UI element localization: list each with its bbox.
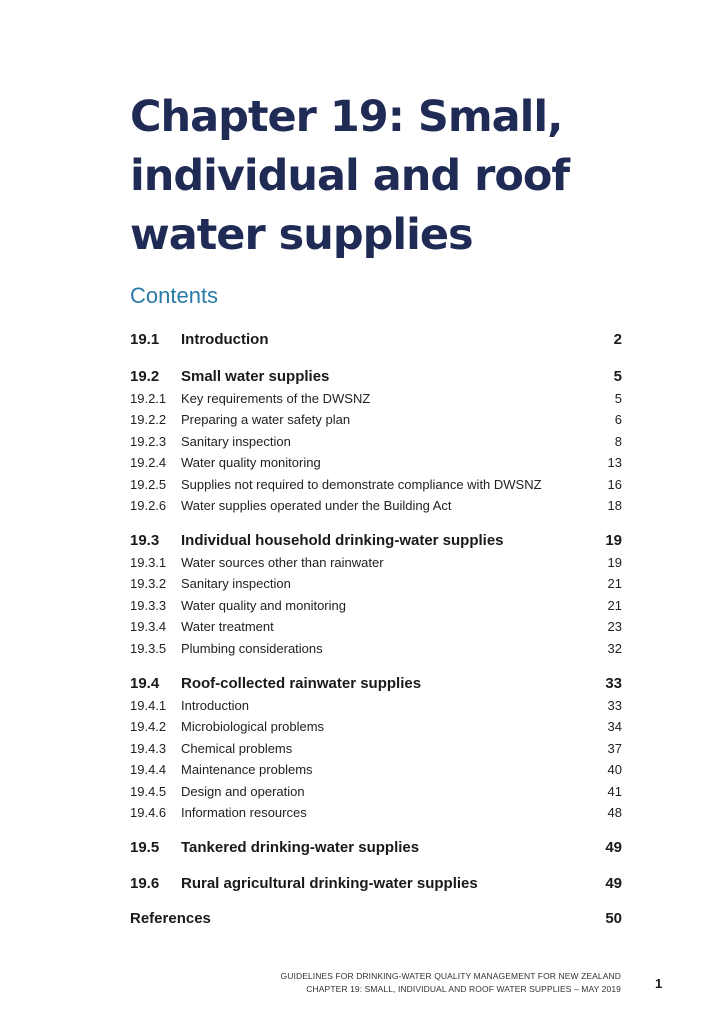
toc-entry-label: Design and operation <box>181 783 305 799</box>
toc-entry-page: 40 <box>607 761 622 777</box>
toc-entry-label: Water quality and monitoring <box>181 597 346 613</box>
toc-section-entry[interactable] <box>130 872 622 894</box>
toc-subsection-entry[interactable] <box>130 572 622 594</box>
toc-entry-label: Small water supplies <box>181 367 330 385</box>
toc-entry-number: 19.3.1 <box>130 554 167 570</box>
toc-subsection-entry[interactable] <box>130 615 622 637</box>
toc-entry-page: 19 <box>607 554 622 570</box>
chapter-title <box>130 88 650 265</box>
toc-entry-page: 2 <box>613 330 622 348</box>
toc-entry-number: 19.4.2 <box>130 718 167 734</box>
toc-entry-label: Information resources <box>181 804 307 820</box>
toc-entry-number: 19.6 <box>130 874 160 892</box>
toc-entry-number: 19.3.3 <box>130 597 167 613</box>
toc-section-entry[interactable] <box>130 836 622 858</box>
toc-section-entry[interactable] <box>130 672 622 694</box>
toc-entry-page: 50 <box>605 909 622 927</box>
toc-entry-label: Water sources other than rainwater <box>181 554 384 570</box>
toc-entry-label: Chemical problems <box>181 740 293 756</box>
toc-entry-page: 21 <box>607 597 622 613</box>
toc-entry-page: 5 <box>614 390 622 406</box>
toc-entry-label: Tankered drinking-water supplies <box>181 838 420 856</box>
chapter-title-line: individual and roof <box>130 151 570 201</box>
toc-entry-label: Water quality monitoring <box>181 454 321 470</box>
toc-entry-label: Introduction <box>181 330 269 348</box>
toc-entry-number: 19.2.2 <box>130 411 167 427</box>
toc-entry-number: 19.4.5 <box>130 783 167 799</box>
toc-entry-label: Roof-collected rainwater supplies <box>181 674 422 692</box>
toc-entry-number: 19.2.4 <box>130 454 167 470</box>
toc-entry-number: 19.3.5 <box>130 640 167 656</box>
toc-entry-page: 37 <box>607 740 622 756</box>
toc-subsection-entry[interactable] <box>130 430 622 452</box>
toc-entry-number: 19.4.1 <box>130 697 167 713</box>
toc-entry-label: Rural agricultural drinking-water supplies <box>181 874 478 892</box>
toc-subsection-entry[interactable] <box>130 637 622 659</box>
toc-entry-number: 19.3.2 <box>130 575 167 591</box>
toc-entry-page: 33 <box>605 674 622 692</box>
toc-section-entry[interactable] <box>130 907 622 929</box>
toc-subsection-entry[interactable] <box>130 715 622 737</box>
toc-entry-page: 21 <box>607 575 622 591</box>
toc-entry-label: Key requirements of the DWSNZ <box>181 390 371 406</box>
toc-entry-number: 19.4.6 <box>130 804 167 820</box>
toc-section-entry[interactable] <box>130 529 622 551</box>
toc-subsection-entry[interactable] <box>130 737 622 759</box>
toc-subsection-entry[interactable] <box>130 408 622 430</box>
toc-subsection-entry[interactable] <box>130 473 622 495</box>
toc-subsection-entry[interactable] <box>130 694 622 716</box>
footer-line: CHAPTER 19: SMALL, INDIVIDUAL AND ROOF WATER SUPPLIES – MAY 2019 <box>306 984 621 994</box>
toc-entry-number: 19.3.4 <box>130 618 167 634</box>
toc-entry-page: 8 <box>614 433 622 449</box>
toc-entry-label: Microbiological problems <box>181 718 325 734</box>
toc-entry-page: 33 <box>607 697 622 713</box>
footer-line: GUIDELINES FOR DRINKING-WATER QUALITY MANAGEMENT FOR NEW ZEALAND <box>280 971 621 981</box>
toc-entry-page: 13 <box>607 454 622 470</box>
toc-entry-page: 49 <box>605 838 622 856</box>
toc-entry-number: 19.2.5 <box>130 476 167 492</box>
toc-entry-label: Water supplies operated under the Building Act <box>181 497 452 513</box>
toc-entry-label: Sanitary inspection <box>181 575 291 591</box>
toc-subsection-entry[interactable] <box>130 387 622 409</box>
toc-entry-page: 18 <box>607 497 622 513</box>
page-footer <box>281 970 621 996</box>
toc-entry-number: 19.4.4 <box>130 761 167 777</box>
toc-entry-page: 19 <box>605 531 622 549</box>
toc-entry-label: Preparing a water safety plan <box>181 411 351 427</box>
toc-entry-label: Individual household drinking-water supplies <box>181 531 504 549</box>
toc-section-entry[interactable] <box>130 328 622 350</box>
toc-entry-number: 19.2.1 <box>130 390 167 406</box>
toc-entry-page: 16 <box>607 476 622 492</box>
toc-entry-number: 19.2.3 <box>130 433 167 449</box>
toc-entry-label: Water treatment <box>181 618 274 634</box>
toc-entry-page: 5 <box>613 367 622 385</box>
toc-entry-number: 19.5 <box>130 838 160 856</box>
toc-subsection-entry[interactable] <box>130 551 622 573</box>
toc-entry-number: 19.2 <box>130 367 160 385</box>
toc-entry-label: Introduction <box>181 697 249 713</box>
toc-subsection-entry[interactable] <box>130 758 622 780</box>
toc-entry-number: 19.3 <box>130 531 160 549</box>
chapter-title-line: Chapter 19: Small, <box>130 92 563 142</box>
chapter-title-line: water supplies <box>130 210 473 260</box>
toc-entry-number: 19.4 <box>130 674 160 692</box>
toc-entry-page: 23 <box>607 618 622 634</box>
toc-section-entry[interactable] <box>130 365 622 387</box>
toc-entry-page: 32 <box>607 640 622 656</box>
page-number: 1 <box>655 976 663 991</box>
toc-entry-page: 48 <box>607 804 622 820</box>
toc-entry-label: Sanitary inspection <box>181 433 291 449</box>
toc-subsection-entry[interactable] <box>130 594 622 616</box>
toc-entry-label: References <box>130 909 211 927</box>
toc-subsection-entry[interactable] <box>130 451 622 473</box>
toc-entry-page: 49 <box>605 874 622 892</box>
toc-entry-label: Plumbing considerations <box>181 640 323 656</box>
toc-entry-number: 19.2.6 <box>130 497 167 513</box>
toc-entry-page: 34 <box>607 718 622 734</box>
toc-entry-number: 19.4.3 <box>130 740 167 756</box>
toc-subsection-entry[interactable] <box>130 494 622 516</box>
toc-entry-label: Maintenance problems <box>181 761 313 777</box>
toc-subsection-entry[interactable] <box>130 801 622 823</box>
contents-heading: Contents <box>130 283 219 308</box>
toc-entry-page: 41 <box>607 783 622 799</box>
toc-entry-page: 6 <box>614 411 622 427</box>
toc-entry-label: Supplies not required to demonstrate compliance with DWSNZ <box>181 476 542 492</box>
toc-subsection-entry[interactable] <box>130 780 622 802</box>
toc-entry-number: 19.1 <box>130 330 160 348</box>
